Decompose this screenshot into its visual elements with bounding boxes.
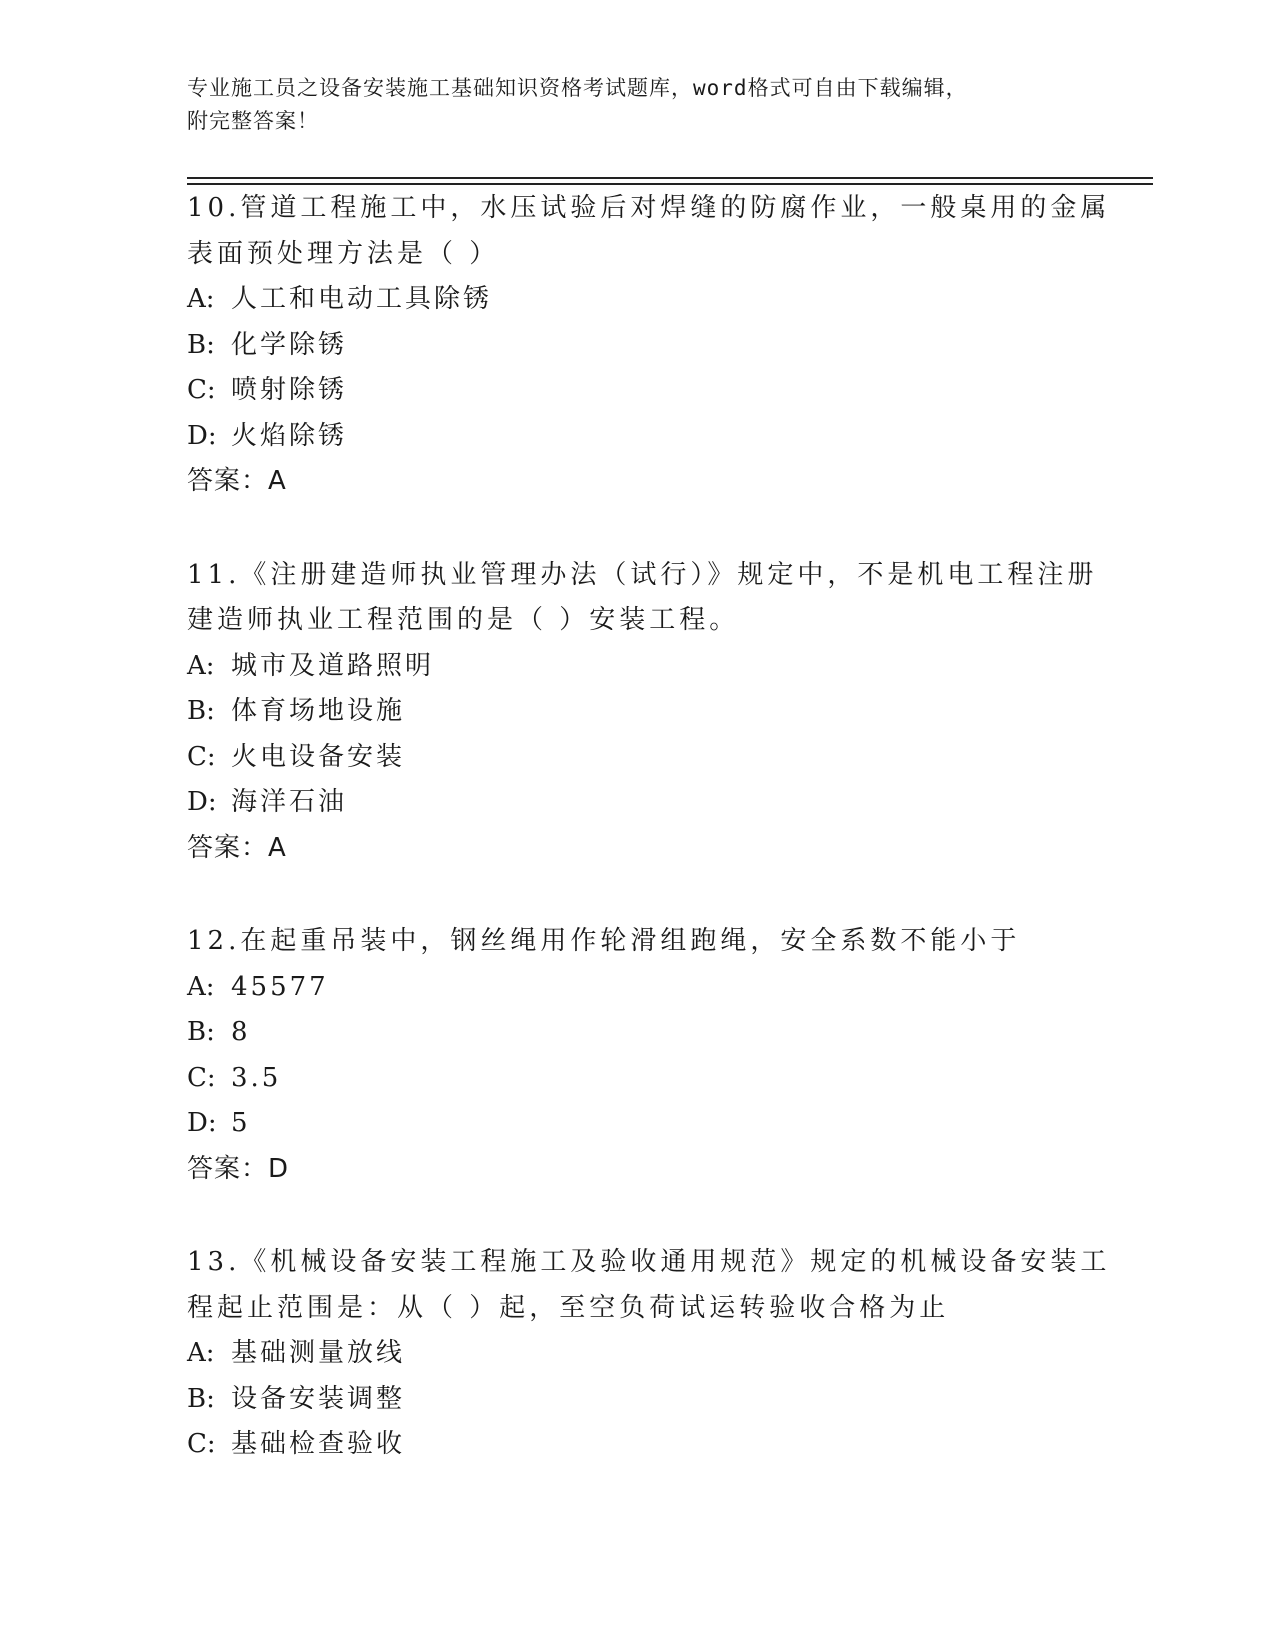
- option-text: 城市及道路照明: [231, 650, 435, 681]
- question-block: [187, 553, 1098, 872]
- question-spacer: [187, 1192, 1087, 1240]
- option-key: A:: [187, 971, 215, 1002]
- option-key: A:: [187, 650, 215, 681]
- answer-option: [187, 1101, 1087, 1147]
- answer-line: 答案：A: [187, 466, 287, 496]
- option-key: C:: [187, 1062, 216, 1093]
- answer-option: [187, 1377, 1087, 1423]
- question-text-line: 13.《机械设备安装工程施工及验收通用规范》规定的机械设备安装工: [187, 1247, 1111, 1277]
- option-key: D:: [187, 420, 217, 451]
- option-text: 体育场地设施: [231, 696, 406, 726]
- answer-line: 答案：A: [187, 832, 287, 863]
- answer-option: [187, 735, 1087, 781]
- option-text: 基础测量放线: [231, 1338, 406, 1368]
- question-text-line: 12.在起重吊装中，钢丝绳用作轮滑组跑绳，安全系数不能小于: [187, 926, 1021, 956]
- answer-option: [187, 323, 1087, 369]
- question-spacer: [187, 505, 1087, 553]
- question-text-line: 10.管道工程施工中，水压试验后对焊缝的防腐作业，一般桌用的金属: [187, 193, 1111, 223]
- option-key: B:: [187, 1017, 215, 1047]
- option-text: 火焰除锈: [231, 420, 348, 451]
- option-key: C:: [187, 375, 216, 405]
- answer-option: [187, 1331, 1087, 1377]
- question-text-line: 建造师执业工程范围的是（ ）安装工程。: [187, 605, 740, 635]
- option-key: A:: [187, 284, 215, 314]
- answer-line: 答案：D: [187, 1153, 290, 1184]
- option-key: A:: [187, 1338, 215, 1368]
- option-key: B:: [187, 329, 215, 360]
- option-text: 喷射除锈: [231, 375, 348, 405]
- answer-option: [187, 1422, 1087, 1468]
- option-key: B:: [187, 696, 215, 726]
- answer-option: [187, 644, 1087, 690]
- option-key: D:: [187, 787, 217, 817]
- question-spacer: [187, 871, 1087, 919]
- option-text: 8: [231, 1017, 251, 1047]
- question-block: [187, 186, 1111, 505]
- option-text: 人工和电动工具除锈: [231, 284, 493, 314]
- option-key: C:: [187, 1429, 216, 1459]
- answer-option: [187, 689, 1087, 735]
- option-text: 45577: [231, 971, 329, 1002]
- question-text-line: 程起止范围是：从（ ）起，至空负荷试运转验收合格为止: [187, 1292, 950, 1323]
- option-text: 5: [231, 1108, 251, 1138]
- answer-option: [187, 1010, 1087, 1056]
- answer-option: [187, 414, 1087, 460]
- option-key: D:: [187, 1108, 217, 1138]
- option-text: 化学除锈: [231, 329, 348, 360]
- document-header: [187, 72, 1087, 138]
- answer-option: [187, 368, 1087, 414]
- header-divider-bottom: [187, 183, 1153, 185]
- answer-option: [187, 277, 1087, 323]
- answer-option: [187, 780, 1087, 826]
- option-key: B:: [187, 1383, 215, 1414]
- question-block: [187, 1240, 1111, 1468]
- question-list: [187, 186, 1111, 1468]
- answer-option: [187, 965, 1087, 1011]
- question-text-line: 表面预处理方法是（ ）: [187, 238, 500, 269]
- option-text: 3.5: [231, 1062, 282, 1093]
- header-divider-top: [187, 177, 1153, 179]
- option-text: 海洋石油: [231, 787, 348, 817]
- option-text: 基础检查验收: [231, 1429, 406, 1459]
- question-text-line: 11.《注册建造师执业管理办法（试行）》规定中，不是机电工程注册: [187, 559, 1098, 590]
- header-line-2: 附完整答案！: [187, 109, 319, 133]
- question-block: [187, 919, 1087, 1192]
- option-text: 火电设备安装: [231, 741, 406, 772]
- answer-option: [187, 1056, 1087, 1102]
- header-line-1: 专业施工员之设备安装施工基础知识资格考试题库，word格式可自由下载编辑，: [187, 76, 968, 100]
- option-key: C:: [187, 741, 216, 772]
- option-text: 设备安装调整: [231, 1383, 406, 1414]
